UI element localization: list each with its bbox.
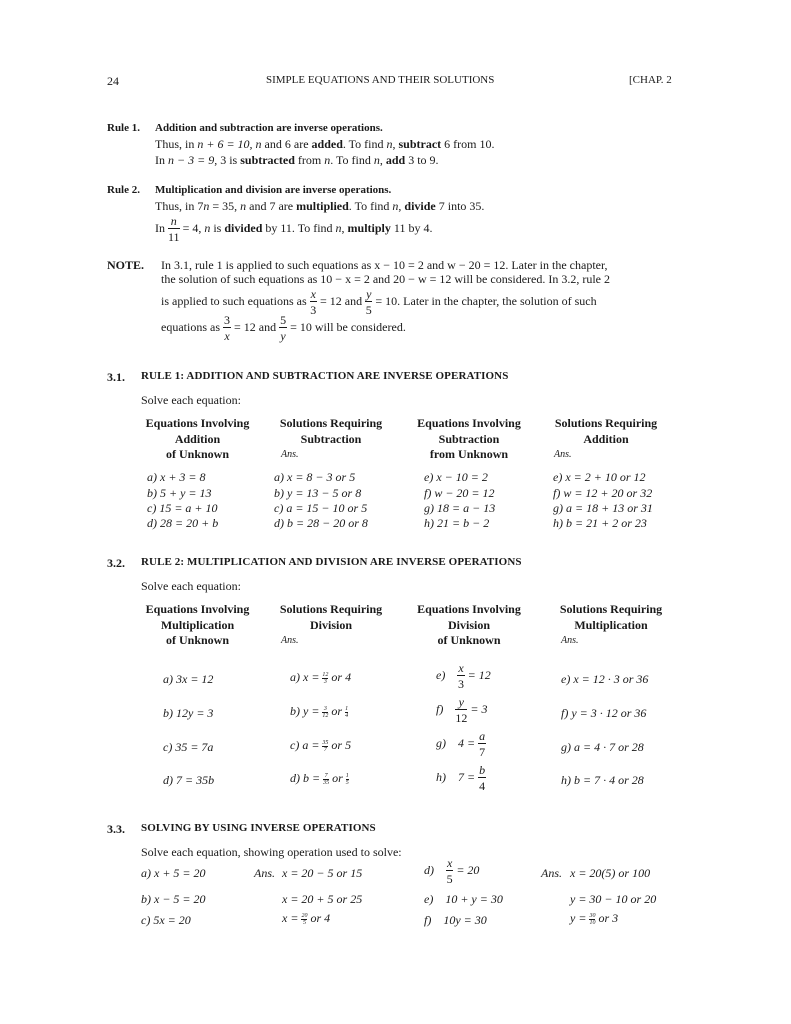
- s31-col4-g: g) a = 18 + 13 or 31: [553, 501, 653, 515]
- s32-col2-a: a) x = $\frac{12}{3}$ or 4: [290, 670, 352, 685]
- section-3-1-instruction: Solve each equation:: [141, 393, 241, 407]
- s32-col1-d: d) 7 = 35b: [163, 773, 215, 787]
- s32-col4-e: e) x = 12 · 3 or 36: [561, 672, 649, 686]
- s31-col2-b: b) y = 13 − 5 or 8: [274, 486, 362, 500]
- section-3-2-number: 3.2.: [107, 556, 125, 570]
- rule2-heading: Multiplication and division are inverse operations.: [155, 184, 392, 196]
- chapter-label: [CHAP. 2: [629, 74, 672, 86]
- section-3-2-title: RULE 2: MULTIPLICATION AND DIVISION ARE INVERSE OPERATIONS: [141, 556, 522, 568]
- s32-col4-g: g) a = 4 · 7 or 28: [561, 740, 644, 754]
- s33-ans-label-a: Ans.: [254, 866, 275, 880]
- s32-col3-g: g) 4 = $\frac{a}{7}$: [436, 729, 486, 759]
- section-3-1-number: 3.1.: [107, 370, 125, 384]
- s32-col3-e: e) $\frac{x}{3}$ = 12: [436, 661, 491, 691]
- s31-col3-e: e) x − 10 = 2: [424, 470, 488, 484]
- s31-colhead-3: Equations Involving Subtraction from Unknown: [417, 416, 521, 461]
- s32-col1-c: c) 35 = 7a: [163, 740, 214, 754]
- s33-eq-d: d) $\frac{x}{5}$ = 20: [424, 856, 480, 886]
- section-3-3-number: 3.3.: [107, 822, 125, 836]
- s31-colhead-2: Solutions Requiring Subtraction: [279, 416, 383, 446]
- s33-eq-a: a) x + 5 = 20: [141, 866, 206, 880]
- page-number: 24: [107, 74, 119, 88]
- rule2-label: Rule 2.: [107, 184, 140, 196]
- s33-ans-f: y = $\frac{30}{10}$ or 3: [570, 911, 619, 926]
- s33-ans-c: x = $\frac{20}{5}$ or 4: [282, 911, 331, 926]
- s31-ans-label-1: Ans.: [281, 449, 299, 460]
- s33-eq-b: b) x − 5 = 20: [141, 892, 206, 906]
- s32-colhead-3: Equations Involving Division of Unknown: [417, 602, 521, 647]
- s31-col2-c: c) a = 15 − 10 or 5: [274, 501, 368, 515]
- s32-colhead-2: Solutions Requiring Division: [279, 602, 383, 632]
- s32-col2-c: c) a = $\frac{35}{7}$ or 5: [290, 738, 352, 753]
- s31-colhead-4: Solutions Requiring Addition: [554, 416, 658, 446]
- s32-col3-h: h) 7 = $\frac{b}{4}$: [436, 763, 486, 793]
- s32-ans-label-2: Ans.: [561, 635, 579, 646]
- s33-ans-d: x = 20(5) or 100: [570, 866, 651, 880]
- rule1-label: Rule 1.: [107, 122, 140, 134]
- section-3-3-instruction: Solve each equation, showing operation used to solve:: [141, 845, 402, 859]
- s31-col3-h: h) 21 = b − 2: [424, 516, 490, 530]
- s33-eq-e: e) 10 + y = 30: [424, 892, 503, 906]
- note-line3: is applied to such equations as $\frac{x}{3}$ = 12 and $\frac{y}{5}$ = 10. Later in the chapter, the solution of such: [161, 287, 597, 317]
- s31-col1-a: a) x + 3 = 8: [147, 470, 206, 484]
- s31-col4-f: f) w = 12 + 20 or 32: [553, 486, 653, 500]
- s33-ans-e: y = 30 − 10 or 20: [570, 892, 657, 906]
- s32-colhead-1: Equations Involving Multiplication of Unknown: [145, 602, 250, 647]
- s32-col4-f: f) y = 3 · 12 or 36: [561, 706, 647, 720]
- s33-ans-a: x = 20 − 5 or 15: [282, 866, 363, 880]
- s31-col1-c: c) 15 = a + 10: [147, 501, 218, 515]
- s31-col4-e: e) x = 2 + 10 or 12: [553, 470, 646, 484]
- section-3-1-title: RULE 1: ADDITION AND SUBTRACTION ARE INVERSE OPERATIONS: [141, 370, 509, 382]
- rule2-line1: Thus, in 7n = 35, n and 7 are multiplied. To find n, divide 7 into 35.: [155, 199, 485, 213]
- s32-col2-b: b) y = $\frac{3}{12}$ or $\frac{1}{4}$: [290, 704, 349, 719]
- s32-col1-b: b) 12y = 3: [163, 706, 214, 720]
- s32-colhead-4: Solutions Requiring Multiplication: [559, 602, 663, 632]
- rule2-line2: In $\frac{n}{11}$ = 4, n is divided by 11. To find n, multiply 11 by 4.: [155, 214, 433, 244]
- s33-ans-b: x = 20 + 5 or 25: [282, 892, 363, 906]
- s33-ans-label-d: Ans.: [541, 866, 562, 880]
- s31-col4-h: h) b = 21 + 2 or 23: [553, 516, 647, 530]
- s32-col2-d: d) b = $\frac{7}{35}$ or $\frac{1}{5}$: [290, 771, 349, 786]
- section-3-2-instruction: Solve each equation:: [141, 579, 241, 593]
- note-line2: the solution of such equations as 10 − x = 2 and 20 − w = 12 will be considered. In 3.2, rule 2: [161, 272, 610, 286]
- s31-col1-b: b) 5 + y = 13: [147, 486, 212, 500]
- s31-col3-g: g) 18 = a − 13: [424, 501, 496, 515]
- s31-col3-f: f) w − 20 = 12: [424, 486, 495, 500]
- rule1-heading: Addition and subtraction are inverse operations.: [155, 122, 383, 134]
- s31-ans-label-2: Ans.: [554, 449, 572, 460]
- running-title: SIMPLE EQUATIONS AND THEIR SOLUTIONS: [266, 74, 495, 86]
- s32-col3-f: f) $\frac{y}{12}$ = 3: [436, 695, 488, 725]
- s33-eq-f: f) 10y = 30: [424, 913, 487, 927]
- s31-col2-a: a) x = 8 − 3 or 5: [274, 470, 356, 484]
- s32-col4-h: h) b = 7 · 4 or 28: [561, 773, 644, 787]
- s31-col2-d: d) b = 28 − 20 or 8: [274, 516, 368, 530]
- s31-colhead-1: Equations Involving Addition of Unknown: [145, 416, 250, 461]
- s33-eq-c: c) 5x = 20: [141, 913, 191, 927]
- s32-ans-label-1: Ans.: [281, 635, 299, 646]
- note-label: NOTE.: [107, 258, 145, 272]
- fraction-n-over-11: $\frac{n}{11}$: [168, 214, 180, 244]
- rule1-line2: In n − 3 = 9, 3 is subtracted from n. To find n, add 3 to 9.: [155, 153, 439, 167]
- s32-col1-a: a) 3x = 12: [163, 672, 214, 686]
- rule1-line1: Thus, in n + 6 = 10, n and 6 are added. To find n, subtract 6 from 10.: [155, 137, 495, 151]
- section-3-3-title: SOLVING BY USING INVERSE OPERATIONS: [141, 822, 376, 834]
- note-line4: equations as $\frac{3}{x}$ = 12 and $\frac{5}{y}$ = 10 will be considered.: [161, 313, 406, 343]
- note-line1: In 3.1, rule 1 is applied to such equations as x − 10 = 2 and w − 20 = 12. Later in the chapter,: [161, 258, 608, 272]
- s31-col1-d: d) 28 = 20 + b: [147, 516, 219, 530]
